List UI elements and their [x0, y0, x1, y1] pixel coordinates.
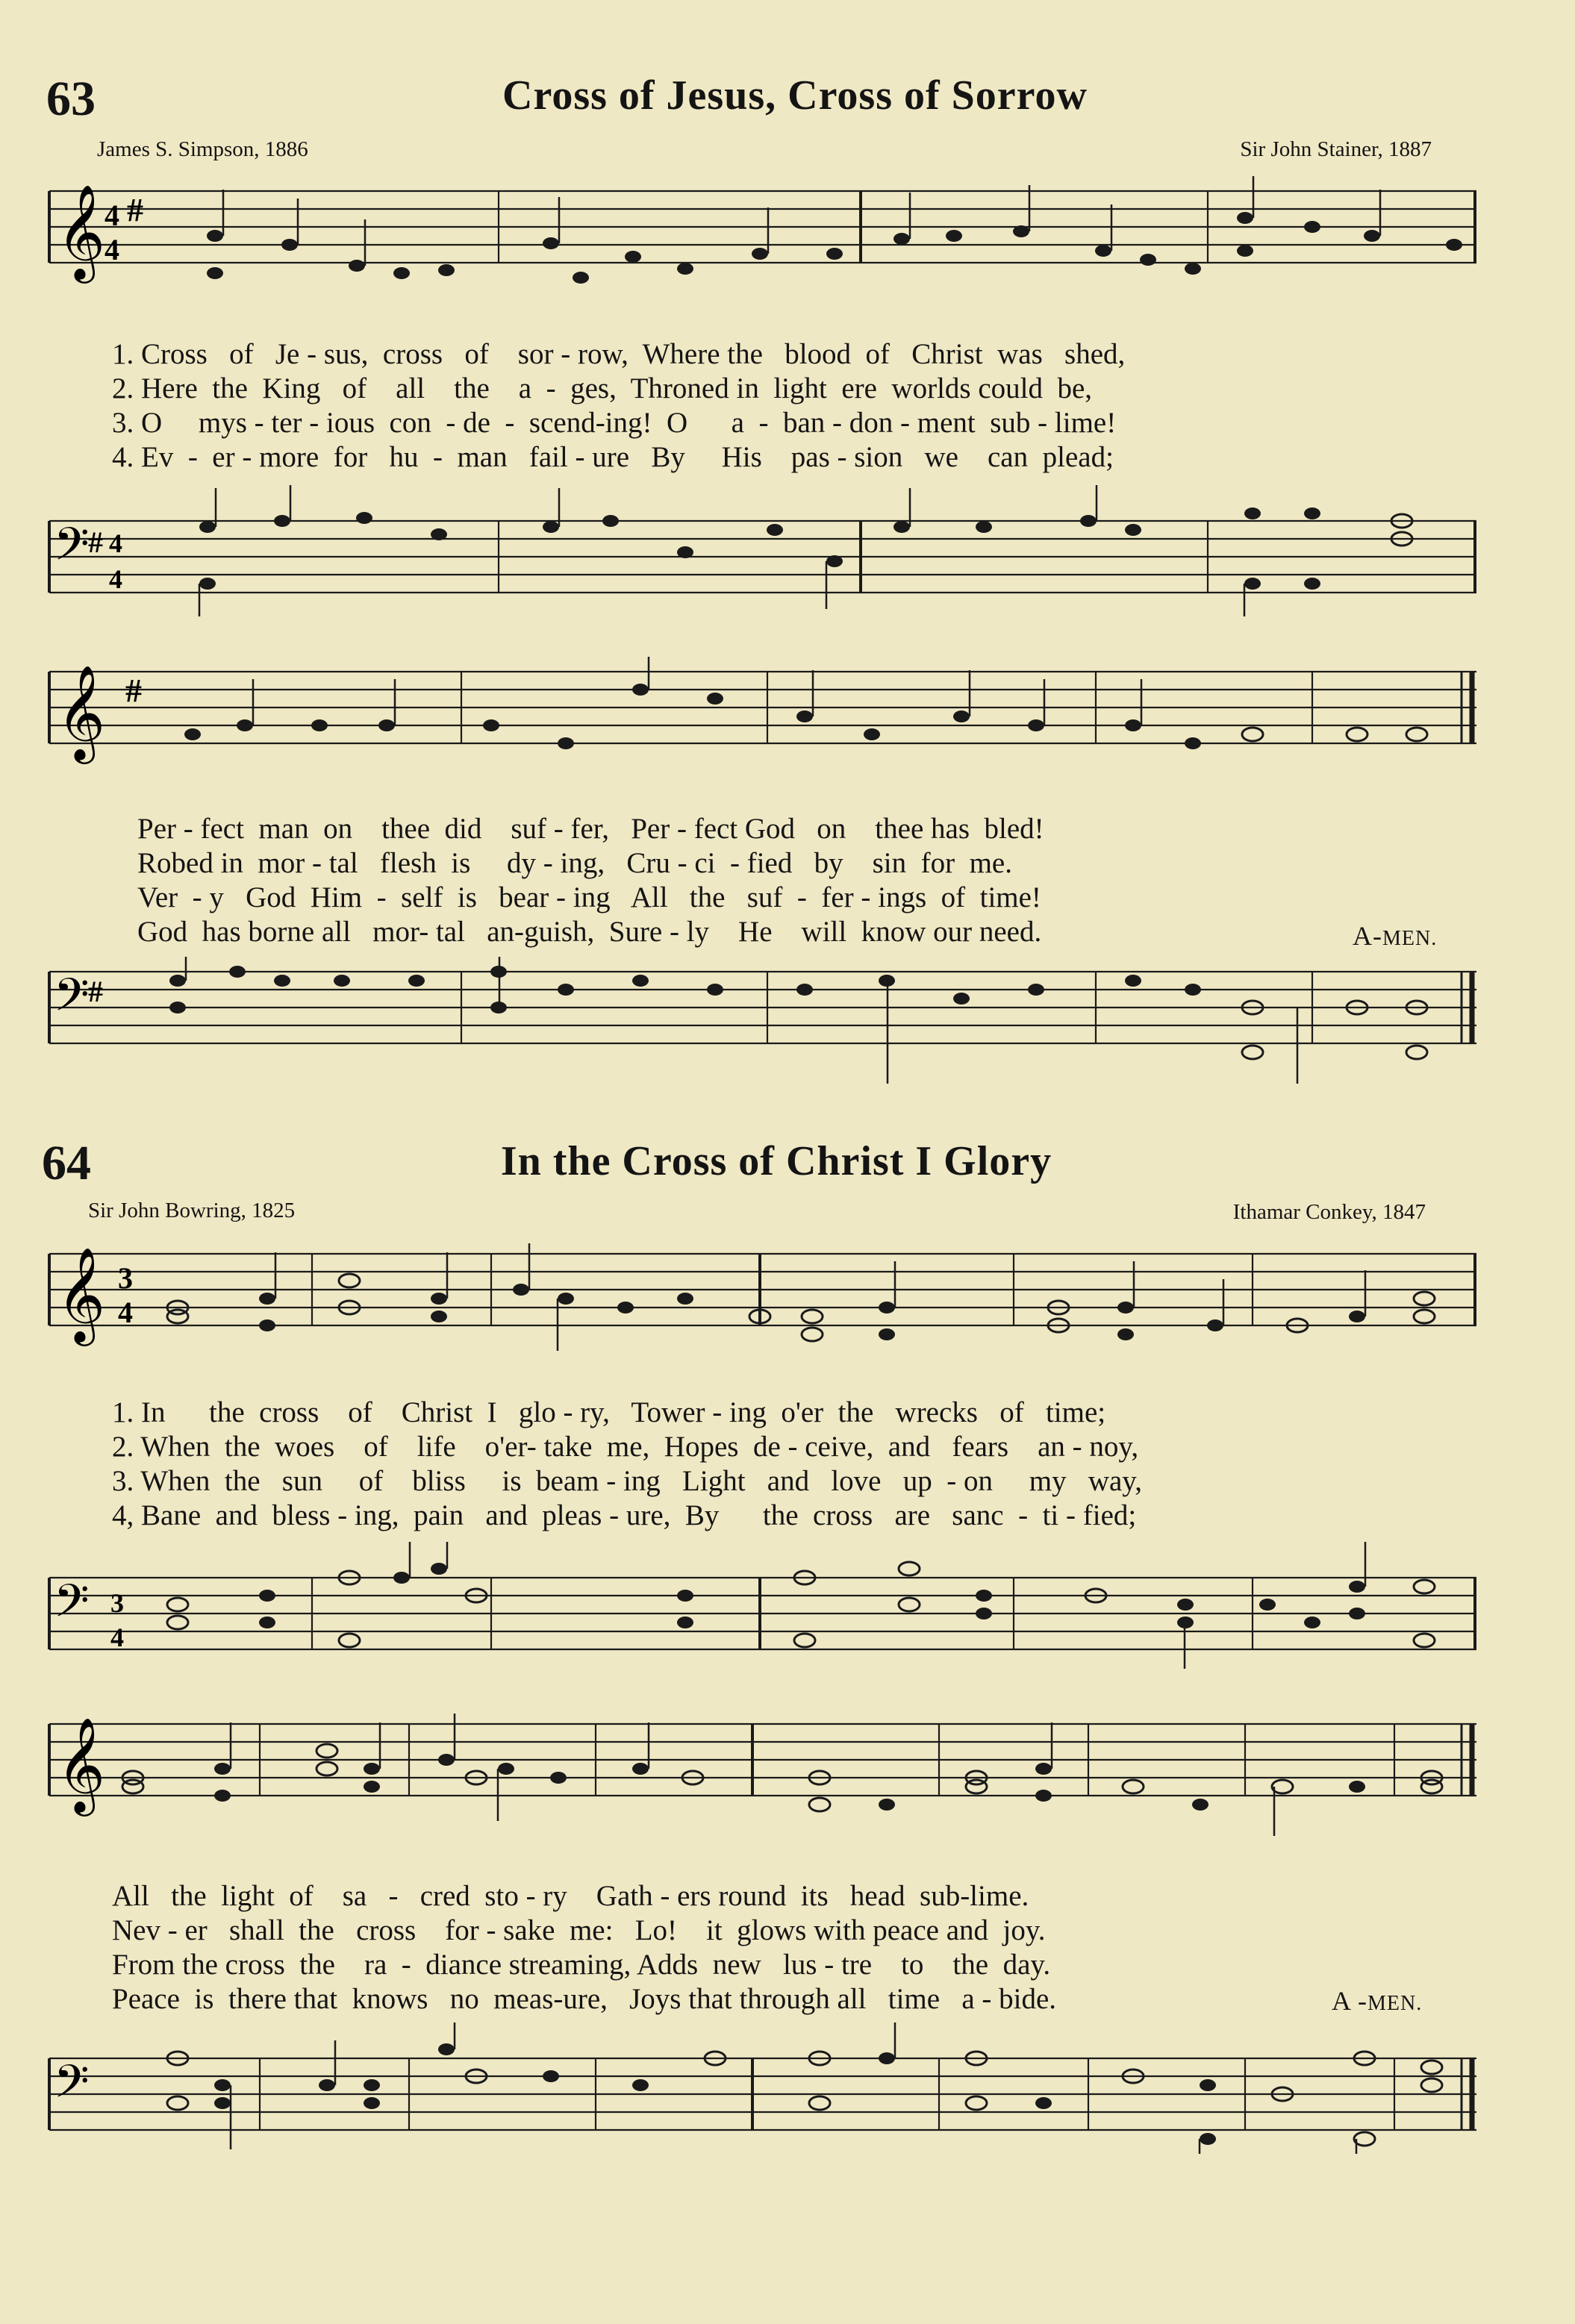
svg-text:4: 4 — [105, 199, 119, 232]
amen — [1332, 1985, 1422, 2017]
svg-text:𝄢: 𝄢 — [54, 1575, 90, 1639]
bass-staff — [43, 1542, 1480, 1673]
lyric-line-4: God has borne all mor- tal an-guish, Sure - ly He will know our need. — [137, 916, 1042, 948]
bass-staff — [43, 957, 1480, 1088]
words-credit: James S. Simpson, 1886 — [97, 137, 308, 161]
svg-text:4: 4 — [118, 1296, 133, 1329]
lyric-line-4: 4, Bane and bless - ing, pain and pleas - ure, By the cross are sanc - ti - fied; — [112, 1499, 1137, 1531]
music-credit: Sir John Stainer, 1887 — [1240, 137, 1432, 161]
lyric-line-3: 3. O mys - ter - ious con - de - scend-ing! O a - ban - don - ment sub - lime! — [112, 407, 1117, 439]
svg-text:4: 4 — [109, 564, 122, 594]
treble-staff — [43, 176, 1480, 307]
lyrics-verses-lower — [137, 812, 1496, 949]
lyric-line-3: From the cross the ra - diance streaming, Adds new lus - tre to the day. — [112, 1949, 1051, 1981]
lyric-line-1: Per - fect man on thee did suf - fer, Per - fect God on thee has bled! — [137, 813, 1044, 845]
amen-rest: MEN. — [1367, 1992, 1423, 2015]
words-credit: Sir John Bowring, 1825 — [88, 1199, 296, 1222]
svg-text:𝄢: 𝄢 — [54, 969, 90, 1033]
amen-first: A - — [1332, 1986, 1367, 2016]
lyrics-verses-lower — [112, 1879, 1470, 2017]
svg-text:𝄢: 𝄢 — [54, 2055, 90, 2120]
svg-text:𝄞: 𝄞 — [57, 1717, 106, 1812]
svg-text:𝄢: 𝄢 — [54, 518, 90, 582]
lyric-line-2: 2. When the woes of life o'er- take me, Hopes de - ceive, and fears an - noy, — [112, 1431, 1139, 1463]
lyric-line-2: Nev - er shall the cross for - sake me: Lo! it glows with peace and joy. — [112, 1914, 1046, 1946]
svg-text:#: # — [127, 192, 143, 228]
svg-text:#: # — [88, 525, 103, 559]
hymn-number: 64 — [42, 1136, 91, 1190]
lyrics-verses-upper — [112, 1396, 1470, 1533]
lyric-line-4: 4. Ev - er - more for hu - man fail - ure By His pas - sion we can plead; — [112, 441, 1114, 473]
hymn-number: 63 — [46, 72, 96, 126]
lyric-line-1: 1. In the cross of Christ I glo - ry, Tower - ing o'er the wrecks of time; — [112, 1396, 1106, 1428]
lyric-line-3: Ver - y God Him - self is bear - ing All the suf - fer - ings of time! — [137, 881, 1041, 913]
svg-text:𝄞: 𝄞 — [57, 664, 106, 760]
amen — [1353, 920, 1437, 952]
svg-text:4: 4 — [109, 528, 122, 558]
lyric-line-1: All the light of sa - cred sto - ry Gath - ers round its head sub-lime. — [112, 1880, 1029, 1912]
svg-text:3: 3 — [110, 1588, 124, 1618]
svg-text:#: # — [125, 672, 142, 709]
lyric-line-2: 2. Here the King of all the a - ges, Throned in light ere worlds could be, — [112, 372, 1093, 404]
hymn-title: Cross of Jesus, Cross of Sorrow — [502, 72, 1088, 119]
bass-staff — [43, 485, 1480, 616]
hymn-title: In the Cross of Christ I Glory — [500, 1138, 1052, 1184]
svg-text:3: 3 — [118, 1261, 133, 1295]
svg-text:#: # — [88, 975, 103, 1008]
svg-text:4: 4 — [110, 1622, 124, 1652]
svg-text:4: 4 — [105, 233, 119, 266]
treble-staff — [43, 657, 1480, 788]
lyric-line-2: Robed in mor - tal flesh is dy - ing, Cru - ci - fied by sin for me. — [137, 847, 1012, 879]
treble-staff — [43, 1239, 1480, 1370]
svg-text:𝄞: 𝄞 — [57, 1246, 106, 1342]
lyrics-verses-upper — [112, 337, 1470, 475]
treble-staff — [43, 1709, 1480, 1840]
svg-text:𝄞: 𝄞 — [57, 184, 106, 279]
amen-rest: MEN. — [1382, 927, 1438, 950]
lyric-line-1: 1. Cross of Je - sus, cross of sor - row, Where the blood of Christ was shed, — [112, 338, 1126, 370]
bass-staff — [43, 2022, 1480, 2154]
lyric-line-3: 3. When the sun of bliss is beam - ing Light and love up - on my way, — [112, 1465, 1143, 1497]
lyric-line-4: Peace is there that knows no meas-ure, Joys that through all time a - bide. — [112, 1983, 1057, 2015]
amen-first: A- — [1353, 921, 1382, 951]
music-credit: Ithamar Conkey, 1847 — [1232, 1200, 1426, 1224]
